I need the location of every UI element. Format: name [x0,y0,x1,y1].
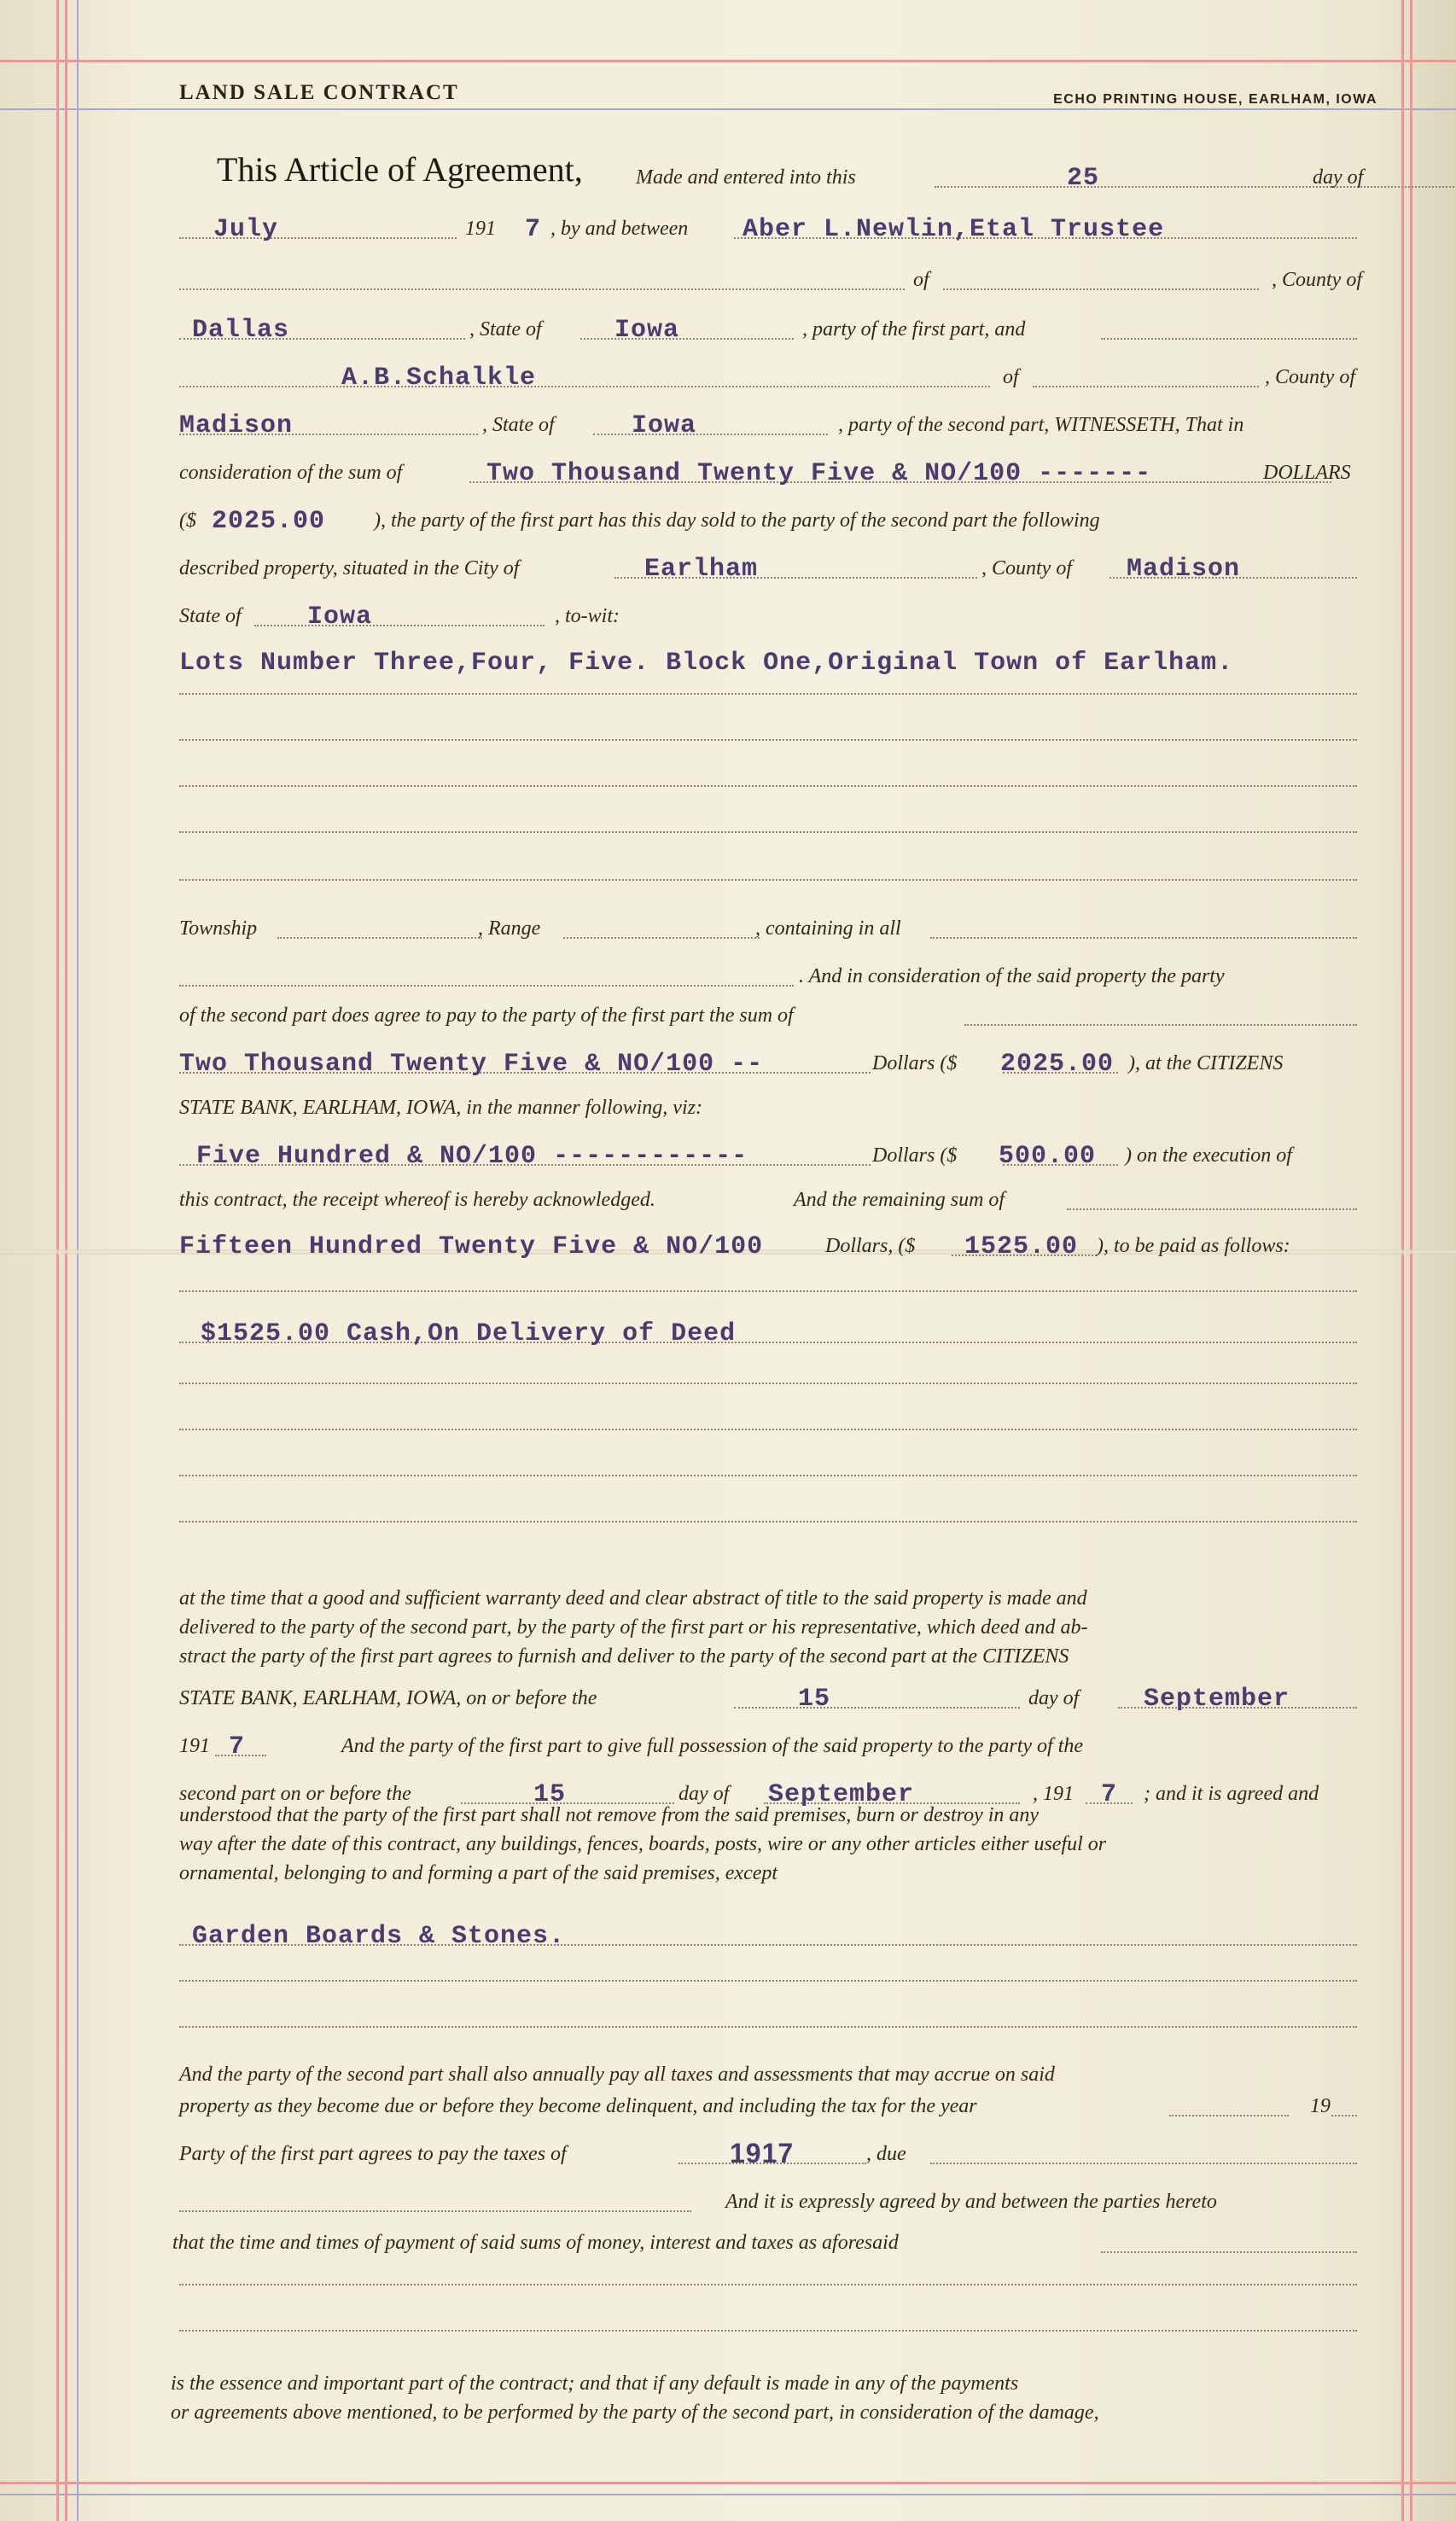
made-entered-label: Made and entered into this [636,166,856,189]
left-margin-rule [56,0,59,2521]
line-payment-terms [179,1309,1357,1348]
line-township [179,905,1357,944]
remove-para-line-3: ornamental, belonging to and forming a part of the said premises, except [179,1862,778,1884]
state-of-label-3: State of [179,605,242,627]
first-of-blank [943,288,1259,290]
possession-day-value: 15 [533,1780,567,1809]
line-first-county [179,306,1357,345]
deed-day-blank [734,1707,1020,1709]
bottom-margin-rule [0,2482,1456,2484]
state-blank [254,625,545,626]
left-margin-rule-2 [65,0,67,2521]
line-manner [179,1084,1357,1123]
payment-terms-value: $1525.00 Cash,On Delivery of Deed [201,1319,737,1348]
deed-year-digit: 7 [229,1732,246,1761]
first-part-label: , party of the first part, and [802,318,1026,341]
line-second-party [179,353,1357,393]
exceptions-blank-line [179,1980,1357,1982]
tax-year-suffix-blank [1331,2115,1357,2116]
due-blank [930,2163,1357,2164]
deed-para-line-1: at the time that a good and sufficient warranty deed and clear abstract of title to the said property is made and [179,1587,1087,1610]
line-second-county [179,401,1357,440]
party-first-taxes-label: Party of the first part agrees to pay the taxes of [179,2143,567,2165]
sum-amount-value: 2025.00 [212,507,326,536]
of-label-2: of [1003,366,1019,388]
execution-label: ) on the execution of [1125,1144,1292,1167]
time-blank-line [179,2284,1357,2285]
down-words-value: Five Hundred & NO/100 ------------ [196,1142,748,1171]
remove-para-line-1: understood that the party of the first part shall not remove from the said premises, burn or destroy in any [179,1804,1040,1826]
line-time-payment [172,2219,1357,2258]
right-margin-rule [1401,0,1404,2521]
second-party-name: A.B.Schalkle [341,364,537,393]
agreed-sum-words: Two Thousand Twenty Five & NO/100 -- [179,1050,764,1079]
terms-blank-line [179,1429,1357,1430]
line-receipt [179,1176,1357,1215]
line-sold [179,497,1357,536]
city-value: Earlham [644,555,759,584]
property-blank-line [179,785,1357,787]
second-agrees-blank [964,1024,1357,1026]
first-party-name: Aber L.Newlin,Etal Trustee [743,215,1165,244]
due-cont-blank [179,2210,691,2212]
printer-imprint: ECHO PRINTING HOUSE, EARLHAM, IOWA [1053,92,1377,107]
day-of-label-3: day of [678,1783,730,1805]
property-blank-line [179,831,1357,833]
county-value: Madison [1127,555,1241,584]
second-before-label: second part on or before the [179,1783,411,1805]
essence-line-1: is the essence and important part of the contract; and that if any default is made in any of the payments [171,2373,1019,2395]
line-possession [179,1722,1357,1761]
acres-blank [179,985,794,987]
containing-label: , containing in all [755,917,901,940]
line-expressly [179,2178,1357,2217]
line-deed-date [179,1674,1357,1714]
line-date [179,205,1357,244]
line-intro [179,150,1364,193]
deed-para-line-3: stract the party of the first part agrees to furnish and deliver to the party of the second part at the CITIZENS [179,1645,1069,1668]
range-label: , Range [478,917,541,940]
dollars-caps-label: DOLLARS [1263,462,1351,484]
by-between-label: , by and between [550,218,689,240]
remove-paragraph [179,1801,1361,1888]
dollars-paren-label-1: Dollars ($ [872,1052,958,1074]
top-margin-rule [0,60,1456,62]
terms-blank-line [179,1383,1357,1384]
due-label: , due [866,2143,906,2165]
exceptions-blank-line [179,2026,1357,2028]
left-blue-rule [77,0,79,2521]
of-label-1: of [913,269,929,291]
property-blank-line [179,693,1357,695]
citizens-label-1: ), at the CITIZENS [1128,1052,1284,1074]
second-of-blank [1033,386,1259,387]
day-of-label: day of [1313,166,1364,189]
second-agrees-label: of the second part does agree to pay to the party of the first part the sum of [179,1004,794,1027]
first-county-value: Dallas [192,316,290,345]
second-party-blank [179,386,990,387]
deed-para-line-2: delivered to the party of the second part, by the party of the first part or his representative, which deed and ab- [179,1616,1088,1639]
property-blank-line [179,739,1357,741]
time-payment-label: that the time and times of payment of said sums of money, interest and taxes as aforesaid [172,2232,899,2254]
township-label: Township [179,917,258,940]
first-state-blank [580,338,794,340]
sum-words-value: Two Thousand Twenty Five & NO/100 ------- [486,459,1152,488]
state-bank-manner-label: STATE BANK, EARLHAM, IOWA, in the manner following, viz: [179,1097,702,1119]
line-remaining [179,1222,1357,1261]
remaining-amount-value: 1525.00 [964,1232,1079,1261]
line-exceptions [179,1912,1357,1951]
described-property-label: described property, situated in the City of [179,557,520,579]
right-margin-rule-2 [1410,0,1412,2521]
day-blank [935,186,1456,188]
sold-text: ), the party of the first part has this day sold to the party of the second part the following [374,509,1100,532]
form-title: LAND SALE CONTRACT [179,81,459,104]
terms-blank-line [179,1290,1357,1292]
remaining-sum-label: And the remaining sum of [794,1189,1005,1211]
second-state-blank [593,434,828,435]
state-value: Iowa [307,603,373,632]
taxes-para-line-2: property as they become due or before they become delinquent, and including the tax for the year [179,2095,977,2117]
dollars-comma-label: Dollars, ($ [825,1235,916,1257]
taxes-para-line-1: And the party of the second part shall also annually pay all taxes and assessments that may accrue on said [179,2064,1055,2086]
property-blank-line [179,879,1357,881]
essence-line-2: or agreements above mentioned, to be performed by the party of the second part, in consideration of the damage, [171,2402,1099,2424]
county-of-label-3: , County of [981,557,1072,579]
line-consideration [179,449,1357,488]
second-part-witness-label: , party of the second part, WITNESSETH, That in [838,414,1244,436]
paid-follows-label: ), to be paid as follows: [1097,1235,1290,1257]
remaining-sum-blank [1067,1208,1357,1210]
time-blank-line [179,2330,1357,2332]
second-county-value: Madison [179,411,294,440]
expressly-agreed-label: And it is expressly agreed by and between the parties hereto [725,2191,1217,2213]
county-of-label-1: , County of [1272,269,1362,291]
bottom-blue-rule [0,2494,1456,2495]
first-part-trailing-blank [1101,338,1357,340]
day-of-label-2: day of [1028,1687,1080,1709]
day-value: 25 [1067,164,1100,193]
agreed-sum-amount: 2025.00 [1000,1050,1115,1079]
township-blank [277,937,482,939]
tax-year-value: 1917 [730,2138,795,2169]
and-consideration-label: . And in consideration of the said property the party [799,965,1225,987]
exceptions-value: Garden Boards & Stones. [192,1922,566,1951]
comma-191-label: , 191 [1033,1783,1074,1805]
tax-year-19-blank [1169,2115,1289,2116]
possession-month-value: September [768,1780,915,1809]
deed-paragraph [179,1584,1361,1671]
line-tax-year [179,2082,1357,2122]
county-of-label-2: , County of [1265,366,1355,388]
agreed-and-label: ; and it is agreed and [1144,1783,1319,1805]
time-payment-blank [1101,2251,1357,2253]
containing-blank [930,937,1357,939]
line-first-taxes [179,2130,1357,2169]
terms-blank-line [179,1475,1357,1476]
line-and-consideration [179,952,1357,992]
down-amount-value: 500.00 [999,1142,1097,1171]
dollar-open-1: ($ [179,509,196,532]
to-wit-label: , to-wit: [555,605,620,627]
line-second-agrees [179,992,1357,1031]
terms-blank-line [179,1521,1357,1522]
possession-year-digit: 7 [1101,1780,1118,1809]
line-state [179,592,1357,632]
state-bank-before-label: STATE BANK, EARLHAM, IOWA, on or before the [179,1687,597,1709]
first-state-value: Iowa [614,316,680,345]
line-city [179,544,1357,584]
remaining-words-value: Fifteen Hundred Twenty Five & NO/100 [179,1232,764,1261]
legal-description-value: Lots Number Three,Four, Five. Block One,Original Town of Earlham. [179,649,1234,678]
intro-heading: This Article of Agreement, [217,150,583,189]
essence-paragraph [171,2369,1353,2427]
dollars-paren-label-2: Dollars ($ [872,1144,958,1167]
possession-text: And the party of the first part to give full possession of the said property to the party of the [341,1735,1084,1757]
range-blank [563,937,760,939]
year-19-label: 19 [1310,2095,1331,2117]
deed-month-value: September [1144,1685,1290,1714]
month-value: July [213,215,279,244]
line-first-of [179,256,1362,295]
year-prefix: 191 [465,218,496,240]
year-digit: 7 [525,215,542,244]
line-down-payment [179,1132,1357,1171]
state-of-label-2: , State of [482,414,555,436]
year-prefix-2: 191 [179,1735,210,1757]
remove-para-line-2: way after the date of this contract, any buildings, fences, boards, posts, wire or any other articles either useful or [179,1833,1107,1855]
first-party-cont-blank [179,288,905,290]
line-agreed-sum [179,1039,1357,1079]
consideration-label: consideration of the sum of [179,462,403,484]
receipt-text: this contract, the receipt whereof is hereby acknowledged. [179,1189,655,1211]
second-state-value: Iowa [632,411,697,440]
state-of-label-1: , State of [469,318,542,341]
header-rule [0,108,1456,110]
line-legal-description [179,638,1357,678]
deed-day-value: 15 [798,1685,831,1714]
